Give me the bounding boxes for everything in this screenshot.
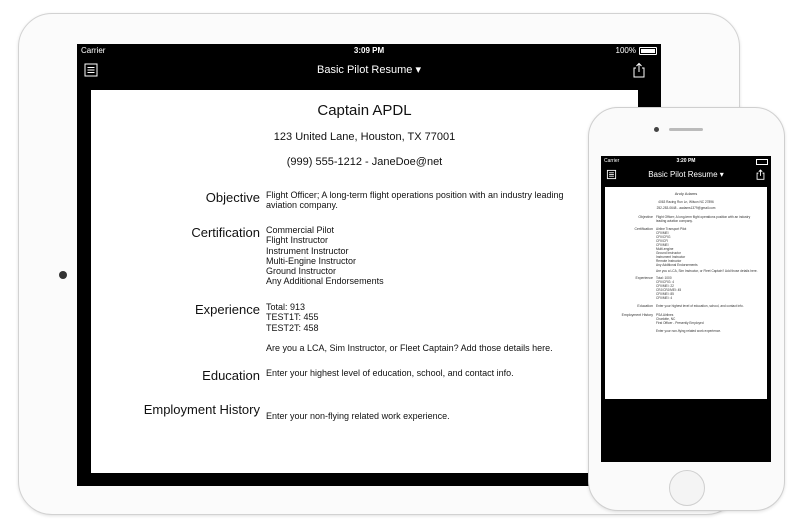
education-text: Enter your highest level of education, school, and contact info. [656, 304, 744, 308]
certification-heading: Certification [634, 227, 653, 231]
resume-contact: (999) 555-1212 - JaneDoe@net [286, 156, 443, 168]
certification-item: Instrument Instructor [656, 255, 686, 259]
document-title-dropdown[interactable]: Basic Pilot Resume ▾ [648, 170, 724, 179]
experience-item: CFII/MEI: 4 [656, 296, 673, 300]
cert-note: Are you a LCA, Sim Instructor, or Fleet Captain? Add those details here. [656, 269, 758, 273]
resume-document [605, 187, 767, 399]
experience-list [266, 302, 596, 333]
ipad-camera [59, 271, 67, 279]
objective-heading: Objective [638, 215, 653, 219]
document-title-dropdown[interactable]: Basic Pilot Resume ▾ [317, 64, 421, 76]
resume-name: Andy Adams [674, 191, 698, 196]
experience-item: Total: 1000 [656, 276, 672, 280]
objective-heading: Objective [205, 190, 260, 205]
employment-heading: Employment History [621, 313, 653, 317]
employment-heading: Employment History [143, 402, 260, 417]
experience-item: CFII/MEI: 85 [656, 292, 674, 296]
experience-heading: Experience [194, 302, 260, 317]
share-icon[interactable] [631, 62, 647, 78]
education-heading: Education [202, 368, 260, 383]
employment-text: Enter your non-flying related work experience. [656, 329, 722, 333]
resume-address: 123 United Lane, Houston, TX 77001 [273, 131, 456, 143]
education-text: Enter your highest level of education, school, and contact info. [266, 368, 514, 378]
battery-icon [756, 159, 768, 165]
experience-item: TEST1T: 455 [266, 312, 319, 323]
employment-list [656, 313, 761, 325]
battery-icon [639, 47, 657, 55]
status-time: 3:09 PM [353, 46, 385, 55]
certification-item: Any Additional Endorsements [266, 276, 384, 287]
certification-item: Ground Instructor [656, 251, 681, 255]
experience-item: CFII/CFIG: 4 [656, 280, 675, 284]
certification-item: Airline Transport Pilot [656, 227, 687, 231]
resume-contact: 252-283-0648 - aadams1379@gmail.com [656, 206, 716, 210]
certification-item: CFII/CFI [656, 239, 669, 243]
employment-item: Charlotte, NC [656, 317, 676, 321]
resume-name: Captain APDL [317, 102, 412, 119]
nav-bar [601, 166, 771, 186]
experience-list [656, 276, 761, 300]
certification-item: CFII/MEI [656, 231, 669, 235]
iphone-camera [654, 127, 659, 132]
carrier-label: Carrier [604, 158, 620, 164]
nav-bar [77, 58, 661, 84]
experience-heading: Experience [635, 276, 653, 280]
certification-item: Ground Instructor [266, 266, 337, 277]
resume-address: 4063 Racing Run Ln, Wilson NC 27896 [658, 200, 714, 204]
certification-item: CFII/MEI [656, 243, 669, 247]
resume-document [91, 90, 638, 473]
carrier-label: Carrier [81, 46, 106, 55]
experience-item: CFII/MEI: 22 [656, 284, 674, 288]
home-button[interactable] [669, 470, 705, 506]
ipad-screen [77, 44, 661, 486]
certification-heading: Certification [191, 225, 260, 240]
certification-item: Flight Instructor [266, 235, 329, 246]
share-icon[interactable] [755, 169, 766, 180]
objective-text: Flight Officer; A long-term flight operations position with an industry leading aviation company. [266, 190, 564, 211]
battery-percent: 100% [615, 46, 636, 55]
certification-item: Instrument Instructor [266, 245, 349, 256]
objective-text: Flight Officer; A long-term flight operations position with an industry leading aviation company. [656, 215, 751, 223]
status-time: 3:20 PM [676, 158, 696, 164]
certification-item: Remote Instructor [656, 259, 682, 263]
iphone-device [588, 107, 785, 511]
battery-indicator [616, 44, 657, 58]
certification-list [656, 227, 761, 267]
employment-text: Enter your non-flying related work experience. [266, 411, 450, 421]
certification-item: Commercial Pilot [266, 225, 335, 235]
status-bar [601, 156, 771, 166]
certification-item: CFII/CFIG [656, 235, 671, 239]
experience-item: TEST2T: 458 [266, 322, 319, 333]
iphone-speaker [669, 128, 703, 131]
employment-item: PSA Airlines [656, 313, 674, 317]
certification-item: Multi-Engine Instructor [266, 255, 357, 266]
iphone-screen [601, 156, 771, 462]
certification-item: Any Additional Endorsements [656, 263, 698, 267]
certification-list [266, 225, 596, 287]
employment-item: First Officer - Presently Employed [656, 321, 704, 325]
status-bar [77, 44, 661, 58]
certification-item: Multi-engine [656, 247, 674, 251]
education-heading: Education [637, 304, 653, 308]
experience-item: CRJ/CRJ/MEI: 45 [656, 288, 682, 292]
experience-item: Total: 913 [266, 302, 306, 312]
experience-note: Are you a LCA, Sim Instructor, or Fleet Captain? Add those details here. [266, 343, 553, 353]
